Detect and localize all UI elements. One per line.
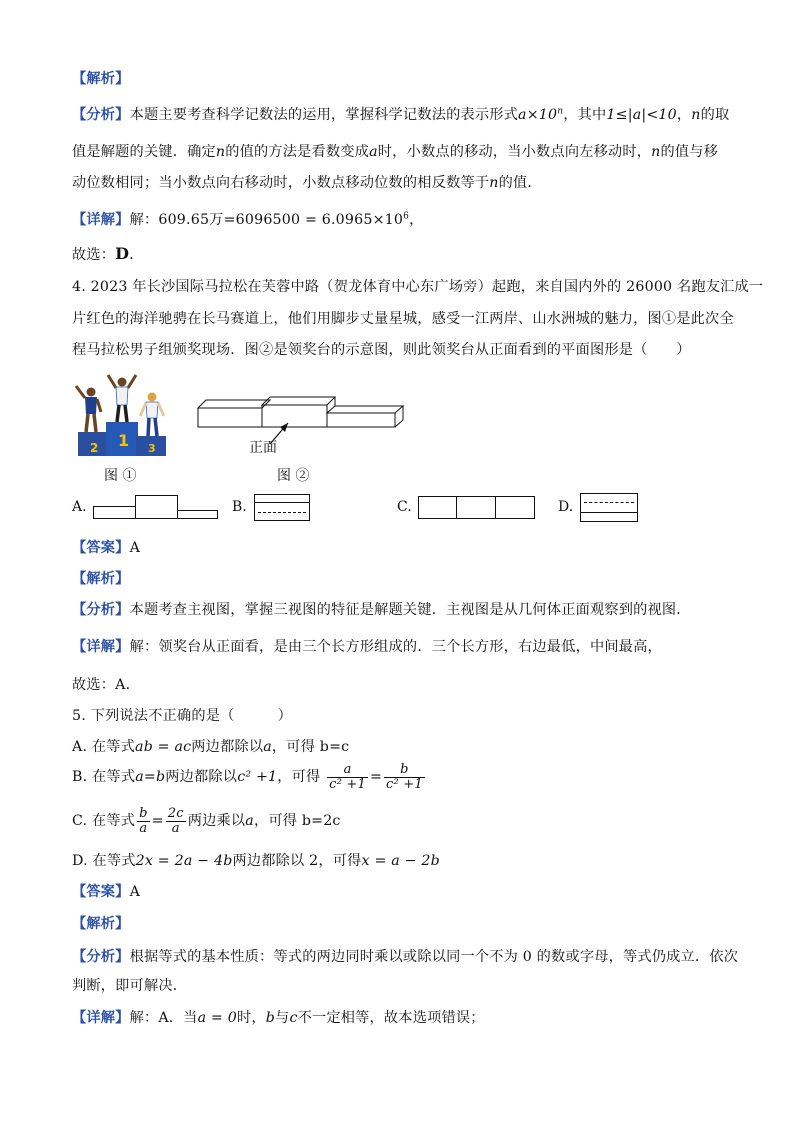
q5-detail-line: 【详解】解：A．当a = 0时，b与c不一定相等，故本选项错误； xyxy=(72,1010,485,1026)
q4-section-label: 【解析】 xyxy=(72,571,130,587)
q5-section-label: 【解析】 xyxy=(72,916,130,932)
q5-option-c: C. 在等式 $\frac{b}{a}$ = $\frac{2c}{a}$ 两边乘以a，可得 b=2c xyxy=(72,806,341,836)
q5-analysis-line-1: 【分析】根据等式的基本性质：等式的两边同时乘以或除以同一个不为 0 的数或字母，等式仍成立．依次 xyxy=(72,949,739,965)
q5-c-fraction-right: $\frac{2c}{a}$ xyxy=(167,806,184,836)
q3-detail-line: 【详解】解：609.65万$=6096500 = 6.0965\times 10^6$， xyxy=(72,211,424,228)
figure-1-award-podium-photo xyxy=(70,372,175,457)
q5-option-b: B. 在等式a=b两边都除以c² +1，可得 $\frac{a}{\text{c² +1}}$ = $\frac{b}{\text{c² +1}}$ xyxy=(72,762,423,792)
q5-c-fraction-left: $\frac{b}{a}$ xyxy=(139,806,148,836)
figure-2-podium-diagram xyxy=(190,392,410,462)
front-label: 正面 xyxy=(249,440,277,456)
q4-stem-line-3: 程马拉松男子组颁奖现场．图②是领奖台的示意图，则此领奖台从正面看到的平面图形是（ ） xyxy=(72,342,691,358)
q5-b-fraction-left: $\frac{a}{\text{c² +1}}$ xyxy=(329,762,366,792)
q5-analysis-line-2: 判断，即可解决． xyxy=(72,978,188,994)
q3-choose-line: 故选：D． xyxy=(72,244,144,263)
podium-number-3: 3 xyxy=(148,442,156,455)
podium-number-2: 2 xyxy=(90,441,99,455)
figure-2-caption: 图 ② xyxy=(277,468,310,484)
option-a-label[interactable]: A. xyxy=(72,499,87,515)
q4-stem-line-2: 片红色的海洋驰骋在长马赛道上，他们用脚步丈量星城，感受一江两岸、山水洲城的魅力，图①是此次全 xyxy=(72,311,734,327)
figure-1-caption: 图 ① xyxy=(104,468,137,484)
q4-analysis-line: 【分析】本题考查主视图，掌握三视图的特征是解题关键．主视图是从几何体正面观察到的视图． xyxy=(72,602,691,618)
q3-section-label: 【解析】 xyxy=(72,71,130,87)
q3-analysis-line-1: 【分析】本题主要考查科学记数法的运用，掌握科学记数法的表示形式$a\times 10^n$，其中1≤|a|<10，n的取 xyxy=(72,106,730,123)
option-b-label[interactable]: B. xyxy=(232,499,247,515)
q5-answer-line: 【答案】A xyxy=(72,884,141,900)
q5-b-fraction-right: $\frac{b}{\text{c² +1}}$ xyxy=(386,762,423,792)
q5-stem: 5. 下列说法不正确的是（ ） xyxy=(72,708,293,724)
q3-analysis-line-3: 动位数相同；当小数点向右移动时，小数点移动位数的相反数等于n的值． xyxy=(72,175,542,191)
q4-answer-line: 【答案】A xyxy=(72,540,141,556)
q4-choose-line: 故选：A． xyxy=(72,677,140,693)
podium-number-1: 1 xyxy=(118,431,130,450)
q3-analysis-line-2: 值是解题的关键．确定n的值的方法是看数变成a时，小数点的移动，当小数点向左移动时，n的值与移 xyxy=(72,144,719,160)
q4-stem-line-1: 4. 2023 年长沙国际马拉松在芙蓉中路（贺龙体育中心东广场旁）起跑，来自国内外的 26000 名跑友汇成一 xyxy=(72,279,764,295)
q5-option-d: D. 在等式2x = 2a − 4b两边都除以 2，可得x = a − 2b xyxy=(72,853,440,869)
q4-detail-line: 【详解】解：领奖台从正面看，是由三个长方形组成的．三个长方形，右边最低，中间最高， xyxy=(72,639,662,655)
q5-option-a: A. 在等式ab = ac两边都除以a，可得 b=c xyxy=(72,739,350,755)
option-c-label[interactable]: C. xyxy=(397,499,412,515)
option-d-label[interactable]: D. xyxy=(558,499,574,515)
